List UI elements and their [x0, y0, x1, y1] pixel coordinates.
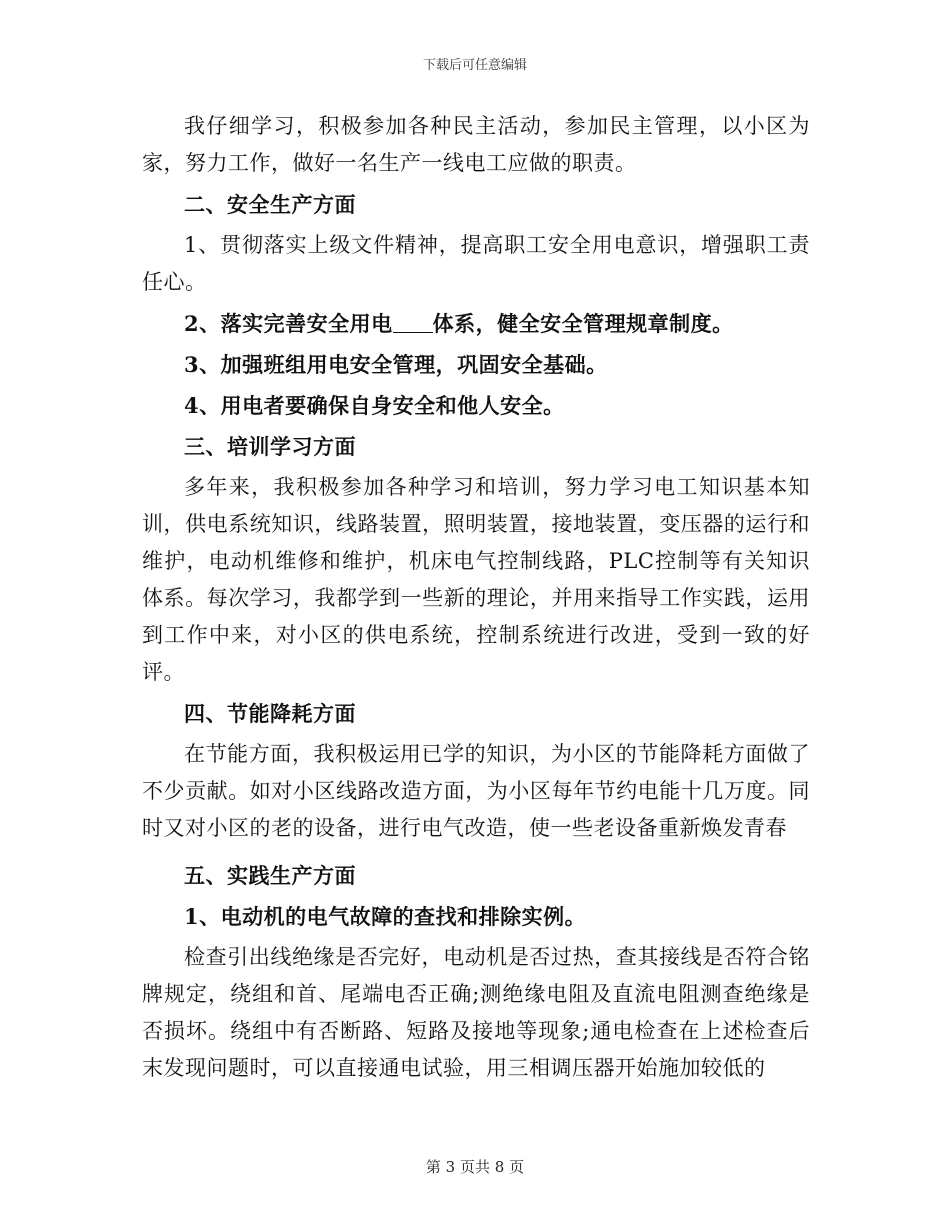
- section-heading: 四、节能降耗方面: [184, 701, 356, 726]
- blank-underline: [393, 311, 433, 333]
- list-item-text-before: 2、落实完善安全用电: [184, 311, 393, 336]
- list-item: [142, 305, 810, 342]
- paragraph: 检查引出线绝缘是否完好，电动机是否过热，查其接线是否符合铭牌规定，绕组和首、尾端电否正确;测绝缘电阻及直流电阻测查绝缘是否损坏。绕组中有否断路、短路及接地等现象;通电检查在上述检查后末发现问题时，可以直接通电试验，用三相调压器开始施加较低的: [142, 945, 810, 1080]
- paragraph: 多年来，我积极参加各种学习和培训，努力学习电工知识基本知训，供电系统知识，线路装置，照明装置，接地装置，变压器的运行和维护，电动机维修和维护，机床电气控制线路，PLC控制等有关知识体系。每次学习，我都学到一些新的理论，并用来指导工作实践，运用到工作中来，对小区的供电系统，控制系统进行改进，受到一致的好评。: [142, 475, 810, 684]
- list-item: 1、电动机的电气故障的查找和排除实例。: [184, 904, 587, 929]
- section-heading: 二、安全生产方面: [184, 192, 356, 217]
- paragraph: 我仔细学习，积极参加各种民主活动，参加民主管理，以小区为家，努力工作，做好一名生产一线电工应做的职责。: [142, 114, 810, 175]
- paragraph: 1、贯彻落实上级文件精神，提高职工安全用电意识，增强职工责任心。: [142, 233, 810, 294]
- list-item: 4、用电者要确保自身安全和他人安全。: [184, 393, 565, 418]
- page-footer: 第 3 页共 8 页: [425, 1158, 525, 1176]
- list-item-text-after: 体系，健全安全管理规章制度。: [432, 311, 734, 336]
- document-body: [142, 108, 810, 1087]
- list-item: 3、加强班组用电安全管理，巩固安全基础。: [184, 352, 608, 377]
- page-header: 下载后可任意编辑: [422, 58, 527, 73]
- section-heading: 三、培训学习方面: [184, 434, 356, 459]
- paragraph: 在节能方面，我积极运用已学的知识，为小区的节能降耗方面做了不少贡献。如对小区线路改造方面，为小区每年节约电能十几万度。同时又对小区的老的设备，进行电气改造，使一些老设备重新焕发青春: [142, 742, 810, 840]
- section-heading: 五、实践生产方面: [184, 863, 356, 888]
